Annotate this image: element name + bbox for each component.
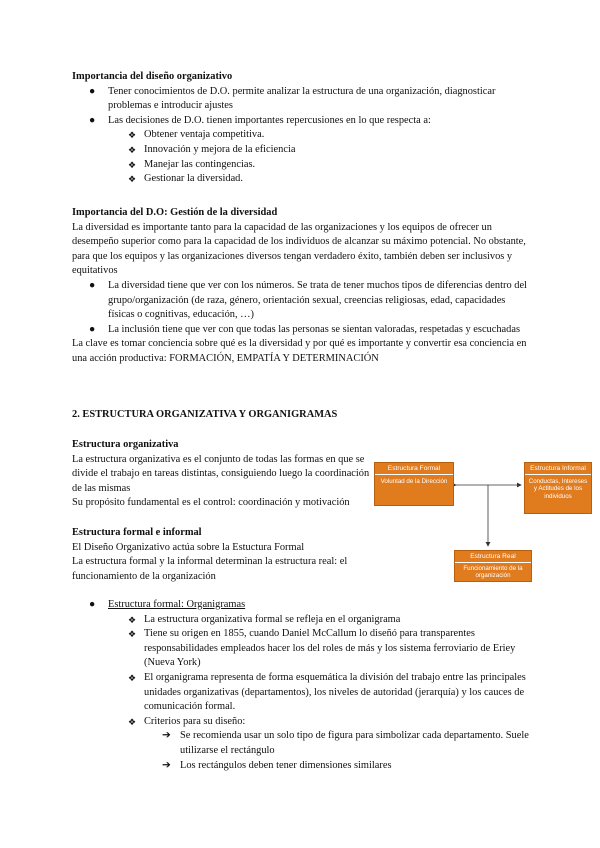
sub-list-item <box>72 613 532 628</box>
list-item-text: Tiene su origen en 1855, cuando Daniel McCallum lo diseñó para transparentes responsabilidades empleados hacer los del roles de más y los sistema ferroviario de Eriey (Nueva York) <box>144 628 516 669</box>
sub-list-item <box>72 671 532 715</box>
list-item-text: Las decisiones de D.O. tienen importantes repercusiones en lo que respecta a: <box>108 114 431 126</box>
paragraph: El Diseño Organizativo actúa sobre la Estuctura Formal <box>72 541 305 553</box>
bullet-marker: ● <box>89 599 96 610</box>
list-item-text: El organigrama representa de forma esquemática la división del trabajo entre las principales unidades organizativas (departamentos), los niveles de autoridad (jerarquía) y los cauces de comunicación formal. <box>144 671 526 713</box>
sub-sub-list-item <box>72 759 532 774</box>
diamond-marker: ❖ <box>128 144 137 155</box>
section-title: Importancia del D.O: Gestión de la diversidad <box>72 207 278 218</box>
list-item-text: Innovación y mejora de la eficiencia <box>144 143 296 155</box>
bullet-list <box>72 598 532 773</box>
closing-paragraph: La clave es tomar conciencia sobre qué es la diversidad y por qué es importante y convertir esa conciencia en una acción productiva: FORMACIÓN, EMPATÍA Y DETERMINACIÓN <box>72 338 527 364</box>
diamond-marker: ❖ <box>128 130 137 141</box>
list-item <box>72 279 530 323</box>
section-title: Estructura organizativa <box>72 439 179 450</box>
diamond-marker: ❖ <box>128 672 137 683</box>
list-item-text: Obtener ventaja competitiva. <box>144 129 265 141</box>
diamond-marker: ❖ <box>128 174 137 185</box>
box-estructura-informal <box>524 462 592 514</box>
list-item <box>72 85 532 114</box>
diamond-marker: ❖ <box>128 614 137 625</box>
list-item-text: La estructura organizativa formal se refleja en el organigrama <box>144 613 401 625</box>
section-importancia <box>72 70 532 187</box>
box-estructura-formal <box>374 462 454 506</box>
bullet-marker: ● <box>89 85 96 97</box>
box-title: Estructura Informal <box>525 463 591 475</box>
section-formal-informal <box>72 526 374 584</box>
box-desc: Voluntad de la Dirección <box>380 477 448 485</box>
bullet-marker: ● <box>89 323 96 335</box>
list-item-text: Estructura formal: Organigramas <box>108 599 246 610</box>
sub-list-item <box>72 158 532 173</box>
list-item-text: Gestionar la diversidad. <box>144 173 243 185</box>
list-item-text: La diversidad tiene que ver con los números. Se trata de tener muchos tipos de diferencias dentro del grupo/organización (de raza, género, orientación sexual, creencias religiosas, edad, capacidades físicas o cognitivas, educación, …) <box>108 279 527 321</box>
sub-list-item <box>72 715 532 730</box>
diamond-marker: ❖ <box>128 629 137 640</box>
list-item <box>72 598 532 613</box>
sub-list-item <box>72 128 532 143</box>
section-organigramas <box>72 598 532 773</box>
box-desc: Funcionamiento de la organización <box>463 564 523 580</box>
bullet-marker: ● <box>89 279 96 291</box>
box-title: Estructura Real <box>455 551 531 563</box>
section-estructura <box>72 438 374 511</box>
list-item-text: Criterios para su diseño: <box>144 715 246 727</box>
arrow-marker: ➔ <box>162 730 171 742</box>
diamond-marker: ❖ <box>128 159 137 170</box>
bullet-list <box>72 85 532 187</box>
section-title: Estructura formal e informal <box>72 527 202 538</box>
paragraph: La diversidad es importante tanto para la capacidad de las organizaciones y los equipos de ofrecer un desempeño superior como para la capacidad de los individuos de alcanzar su máximo potencial. No obstante, para que los equipos y las organizaciones diversos tengan verdadero éxito, también deben ser inclusivos y equitativos <box>72 221 526 277</box>
sub-sub-list-item <box>72 729 532 758</box>
list-item <box>72 323 530 338</box>
chapter-heading: 2. ESTRUCTURA ORGANIZATIVA Y ORGANIGRAMAS <box>72 409 338 420</box>
list-item-text: Se recomienda usar un solo tipo de figura para simbolizar cada departamento. Suele utilizarse el rectángulo <box>180 730 529 756</box>
paragraph: La estructura formal y la informal determinan la estructura real: el funcionamiento de la organización <box>72 556 348 582</box>
arrow-marker: ➔ <box>162 759 171 771</box>
list-item <box>72 114 532 129</box>
structure-diagram <box>364 456 594 586</box>
box-title: Estructura Formal <box>375 463 453 475</box>
bullet-list <box>72 279 530 337</box>
list-item-text: Los rectángulos deben tener dimensiones similares <box>180 759 392 771</box>
box-estructura-real <box>454 550 532 582</box>
section-title: Importancia del diseño organizativo <box>72 71 233 82</box>
diamond-marker: ❖ <box>128 716 137 727</box>
bullet-marker: ● <box>89 114 96 126</box>
sub-list-item <box>72 143 532 158</box>
sub-list-item <box>72 627 532 671</box>
paragraph: Su propósito fundamental es el control: coordinación y motivación <box>72 497 350 509</box>
list-item-text: La inclusión tiene que ver con que todas las personas se sientan valoradas, respetadas y escuchadas <box>108 323 521 335</box>
section-diversidad <box>72 206 530 367</box>
box-desc: Conductas, Intereses y Actitudes de los individuos <box>528 477 588 500</box>
sub-list-item <box>72 172 532 187</box>
paragraph: La estructura organizativa es el conjunto de todas las formas en que se divide el trabajo en tareas distintas, consiguiendo luego la coordinación de las mismas <box>72 453 370 494</box>
list-item-text: Tener conocimientos de D.O. permite analizar la estructura de una organización, diagnosticar problemas e introducir ajustes <box>108 85 496 112</box>
list-item-text: Manejar las contingencias. <box>144 158 256 170</box>
